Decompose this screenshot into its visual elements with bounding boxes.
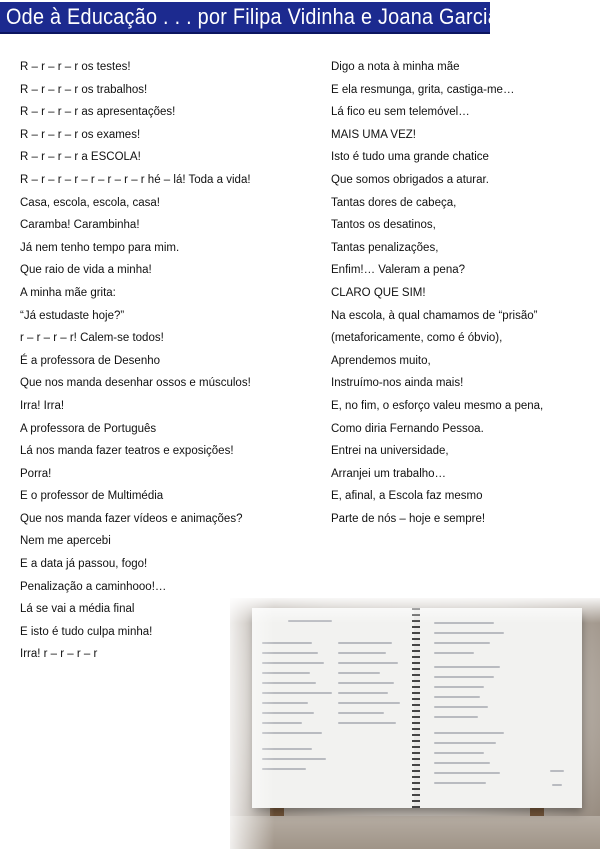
poem-line: A minha mãe grita: [20, 286, 116, 299]
poem-line: Lá fico eu sem telemóvel… [331, 106, 470, 119]
poem-line: R – r – r – r as apresentações! [20, 106, 176, 119]
poem-left-column [20, 58, 310, 668]
poem-line: Que somos obrigados a aturar. [331, 173, 489, 186]
poem-line: Parte de nós – hoje e sempre! [331, 512, 486, 525]
poem-line: E ela resmunga, grita, castiga-me… [331, 83, 515, 96]
poem-line: Aprendemos muito, [331, 354, 431, 367]
page-title: Ode à Educação . . . por Filipa Vidinha e Joana Garcia [6, 4, 500, 29]
poem-line: CLARO QUE SIM! [331, 286, 426, 299]
poem-line: Porra! [20, 467, 52, 480]
title-banner [0, 2, 500, 34]
poem-line: Tantas dores de cabeça, [331, 196, 457, 209]
poem-line: E, no fim, o esforço valeu mesmo a pena, [331, 399, 544, 412]
poem-line: Penalização a caminhooo!… [20, 580, 167, 593]
poem-line: Casa, escola, escola, casa! [20, 196, 160, 209]
poem-line: Nem me apercebi [20, 535, 111, 548]
poem-line: Entrei na universidade, [331, 445, 449, 458]
poem-line: E o professor de Multimédia [20, 490, 164, 503]
poem-line: Já nem tenho tempo para mim. [20, 241, 180, 254]
poem-line: Irra! r – r – r – r [20, 648, 98, 661]
poem-line: É a professora de Desenho [20, 354, 161, 367]
poem-line: “Já estudaste hoje?” [20, 309, 125, 322]
poem-line: A professora de Português [20, 422, 157, 435]
poem-line: R – r – r – r os testes! [20, 61, 131, 73]
poem-line: E a data já passou, fogo! [20, 558, 148, 571]
poem-line: E, afinal, a Escola faz mesmo [331, 490, 483, 503]
poem-line: Caramba! Carambinha! [20, 219, 140, 232]
poem-line: Lá nos manda fazer teatros e exposições! [20, 445, 234, 458]
poem-line: MAIS UMA VEZ! [331, 128, 416, 141]
poem-line: R – r – r – r – r – r – r – r hé – lá! Toda a vida! [20, 173, 251, 186]
poem-line: Que nos manda desenhar ossos e músculos! [20, 377, 251, 390]
poem-line: R – r – r – r a ESCOLA! [20, 151, 141, 164]
poem-line: Isto é tudo uma grande chatice [331, 151, 489, 164]
poem-line: r – r – r – r! Calem-se todos! [20, 332, 164, 345]
photo-edge-fade [230, 598, 600, 849]
poem-line: Enfim!… Valeram a pena? [331, 264, 466, 277]
poem-line: Tantos os desatinos, [331, 219, 436, 232]
poem-line: (metaforicamente, como é óbvio), [331, 332, 503, 345]
poem-line: Arranjei um trabalho… [331, 467, 447, 480]
poem-right-column [331, 58, 591, 532]
poem-line: Que nos manda fazer vídeos e animações? [20, 512, 243, 525]
poem-line: R – r – r – r os trabalhos! [20, 83, 148, 96]
poem-line: Digo a nota à minha mãe [331, 61, 460, 73]
poem-line: Instruímo-nos ainda mais! [331, 377, 464, 390]
poem-line: Irra! Irra! [20, 399, 65, 412]
poem-line: Como diria Fernando Pessoa. [331, 422, 484, 435]
poem-line: Tantas penalizações, [331, 241, 439, 254]
poem-line: Lá se vai a média final [20, 603, 135, 616]
poem-line: R – r – r – r os exames! [20, 128, 141, 141]
poem-line: Que raio de vida a minha! [20, 264, 152, 277]
notebook-on-easel-photo [230, 598, 600, 849]
poem-line: Na escola, à qual chamamos de “prisão” [331, 309, 538, 322]
poem-line: E isto é tudo culpa minha! [20, 625, 153, 638]
